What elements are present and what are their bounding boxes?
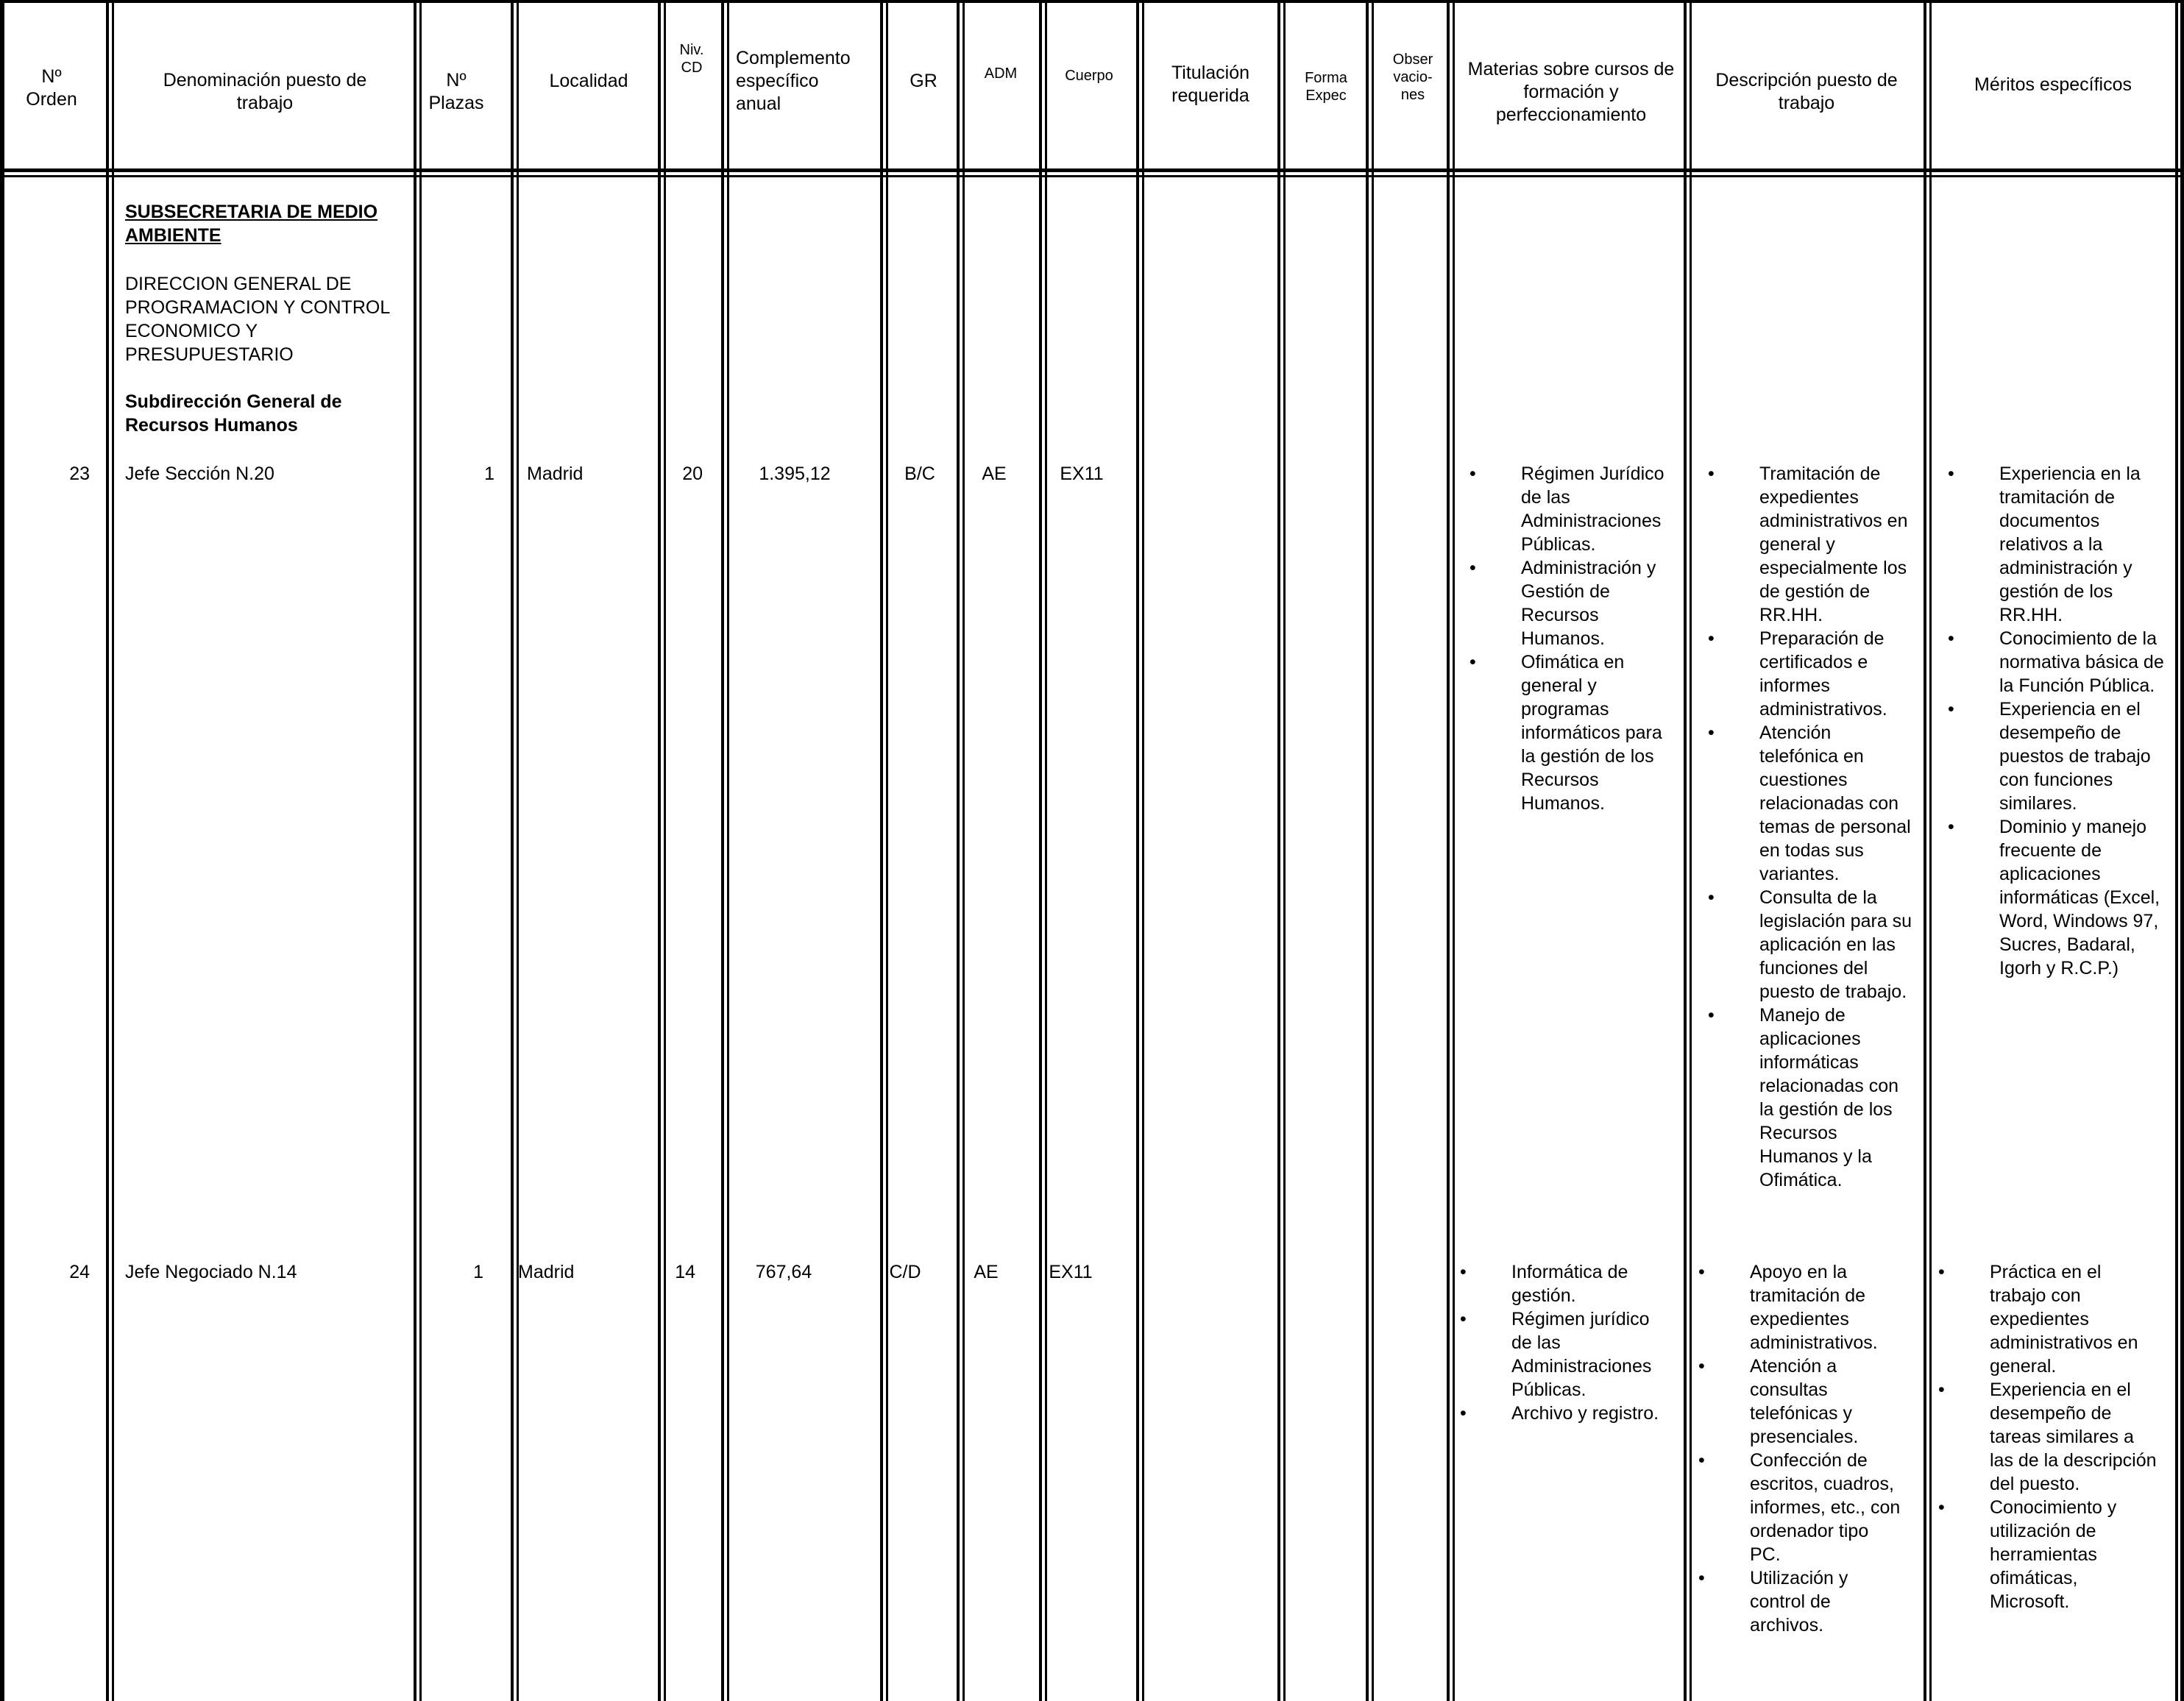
column-rule <box>0 0 4 1701</box>
section-subsecretaria: SUBSECRETARIA DE MEDIO AMBIENTE <box>125 202 378 246</box>
header-meritos: Méritos específicos <box>1974 74 2132 95</box>
section-subdireccion: Subdirección General de Recursos Humanos <box>125 391 342 436</box>
column-rule <box>1366 0 1369 1701</box>
column-rule <box>1039 0 1042 1701</box>
column-rule <box>727 0 729 1701</box>
list-item: • Administración y Gestión de Recursos Humanos. <box>1453 556 1674 650</box>
column-rule <box>1277 0 1280 1701</box>
header-gr: GR <box>910 70 937 91</box>
column-rule <box>664 0 666 1701</box>
row-23-descripcion-list <box>1692 462 1912 1192</box>
column-rule <box>1045 0 1047 1701</box>
table-row-adm: AE <box>982 464 1007 484</box>
column-rule <box>1283 0 1286 1701</box>
table-row-localidad: Madrid <box>518 1262 575 1282</box>
list-item: • Experiencia en el desempeño de tareas similares a las de la descripción del puesto. <box>1922 1378 2158 1496</box>
column-rule <box>1136 0 1139 1701</box>
column-rule <box>658 0 661 1701</box>
column-rule <box>517 0 519 1701</box>
table-row-nivel: 20 <box>682 464 703 484</box>
table-row-plazas: 1 <box>484 464 494 484</box>
list-item: • Confección de escritos, cuadros, informes, etc., con ordenador tipo PC. <box>1682 1449 1903 1566</box>
header-denominacion: Denominación puesto de trabajo <box>163 70 367 113</box>
list-item: • Régimen Jurídico de las Administraciones Públicas. <box>1453 462 1674 556</box>
list-item: • Utilización y control de archivos. <box>1682 1566 1903 1637</box>
list-item: • Consulta de la legislación para su aplicación en las funciones del puesto de trabajo. <box>1692 886 1912 1004</box>
header-nivel: Niv. CD <box>679 42 704 76</box>
list-item: • Preparación de certificados e informes administrativos. <box>1692 627 1912 721</box>
table-row-nivel: 14 <box>675 1262 695 1282</box>
table-row-gr: C/D <box>889 1262 921 1282</box>
table-row-denominacion: Jefe Negociado N.14 <box>125 1262 297 1282</box>
column-rule <box>1453 0 1455 1701</box>
column-rule <box>962 0 965 1701</box>
table-row-cuerpo: EX11 <box>1049 1262 1093 1282</box>
column-rule <box>2180 0 2184 1701</box>
column-rule <box>1447 0 1450 1701</box>
list-item: • Tramitación de expedientes administrativos en general y especialmente los de gestión de RR.HH. <box>1692 462 1912 627</box>
table-row-denominacion: Jefe Sección N.20 <box>125 464 274 484</box>
header-bottom-rule-2 <box>0 175 2184 177</box>
column-rule <box>112 0 114 1701</box>
list-item: • Atención telefónica en cuestiones relacionadas con temas de personal en todas sus variantes. <box>1692 721 1912 886</box>
header-bottom-rule <box>0 168 2184 172</box>
table-row-complemento: 767,64 <box>755 1262 812 1282</box>
column-rule <box>957 0 960 1701</box>
column-rule <box>106 0 109 1701</box>
list-item: • Archivo y registro. <box>1444 1402 1664 1425</box>
table-row-localidad: Madrid <box>527 464 584 484</box>
column-rule <box>511 0 514 1701</box>
table-row-plazas: 1 <box>473 1262 483 1282</box>
list-item: • Ofimática en general y programas informáticos para la gestión de los Recursos Humanos. <box>1453 650 1674 815</box>
list-item: • Dominio y manejo frecuente de aplicaciones informáticas (Excel, Word, Windows 97, Sucres, Badaral, Igorh y R.C.P.) <box>1932 815 2167 980</box>
header-adm: ADM <box>984 65 1018 82</box>
header-materias: Materias sobre cursos de formación y perfeccionamiento <box>1467 58 1675 125</box>
list-item: • Conocimiento y utilización de herramientas ofimáticas, Microsoft. <box>1922 1496 2158 1613</box>
column-rule <box>2175 0 2178 1701</box>
table-row-orden: 24 <box>69 1262 90 1282</box>
row-23-materias-list <box>1453 462 1674 815</box>
list-item: • Atención a consultas telefónicas y presenciales. <box>1682 1354 1903 1449</box>
table-row-adm: AE <box>974 1262 999 1282</box>
list-item: • Experiencia en el desempeño de puestos de trabajo con funciones similares. <box>1932 697 2167 815</box>
column-rule <box>880 0 883 1701</box>
table-row-cuerpo: EX11 <box>1060 464 1104 484</box>
list-item: • Informática de gestión. <box>1444 1260 1664 1307</box>
header-descripcion: Descripción puesto de trabajo <box>1715 70 1898 113</box>
section-direccion: DIRECCION GENERAL DE PROGRAMACION Y CONTROL ECONOMICO Y PRESUPUESTARIO <box>125 274 390 365</box>
row-24-materias-list <box>1444 1260 1664 1425</box>
header-observaciones: Obser vacio- nes <box>1392 52 1433 103</box>
header-cuerpo: Cuerpo <box>1065 68 1113 84</box>
header-complemento: Complemento específico anual <box>736 47 851 114</box>
column-rule <box>1142 0 1144 1701</box>
list-item: • Régimen jurídico de las Administraciones Públicas. <box>1444 1307 1664 1402</box>
column-rule <box>414 0 416 1701</box>
table-row-complemento: 1.395,12 <box>759 464 831 484</box>
row-24-meritos-list <box>1922 1260 2158 1613</box>
list-item: • Práctica en el trabajo con expedientes administrativos en general. <box>1922 1260 2158 1378</box>
header-plazas: Nº Plazas <box>428 70 484 113</box>
row-24-descripcion-list <box>1682 1260 1903 1637</box>
column-rule <box>886 0 888 1701</box>
column-rule <box>721 0 724 1701</box>
column-rule <box>419 0 422 1701</box>
column-rule <box>1372 0 1374 1701</box>
list-item: • Experiencia en la tramitación de documentos relativos a la administración y gestión de los RR.HH. <box>1932 462 2167 627</box>
table-top-rule <box>0 0 2184 3</box>
header-titulacion: Titulación requerida <box>1171 63 1250 106</box>
header-localidad: Localidad <box>549 70 628 91</box>
header-forma: Forma Expec <box>1305 70 1347 104</box>
list-item: • Conocimiento de la normativa básica de la Función Pública. <box>1932 627 2167 697</box>
header-orden: Nº Orden <box>26 66 77 110</box>
list-item: • Manejo de aplicaciones informáticas relacionadas con la gestión de los Recursos Humanos y la Ofimática. <box>1692 1004 1912 1192</box>
list-item: • Apoyo en la tramitación de expedientes administrativos. <box>1682 1260 1903 1354</box>
table-row-gr: B/C <box>904 464 935 484</box>
table-row-orden: 23 <box>69 464 90 484</box>
row-23-meritos-list <box>1932 462 2167 980</box>
